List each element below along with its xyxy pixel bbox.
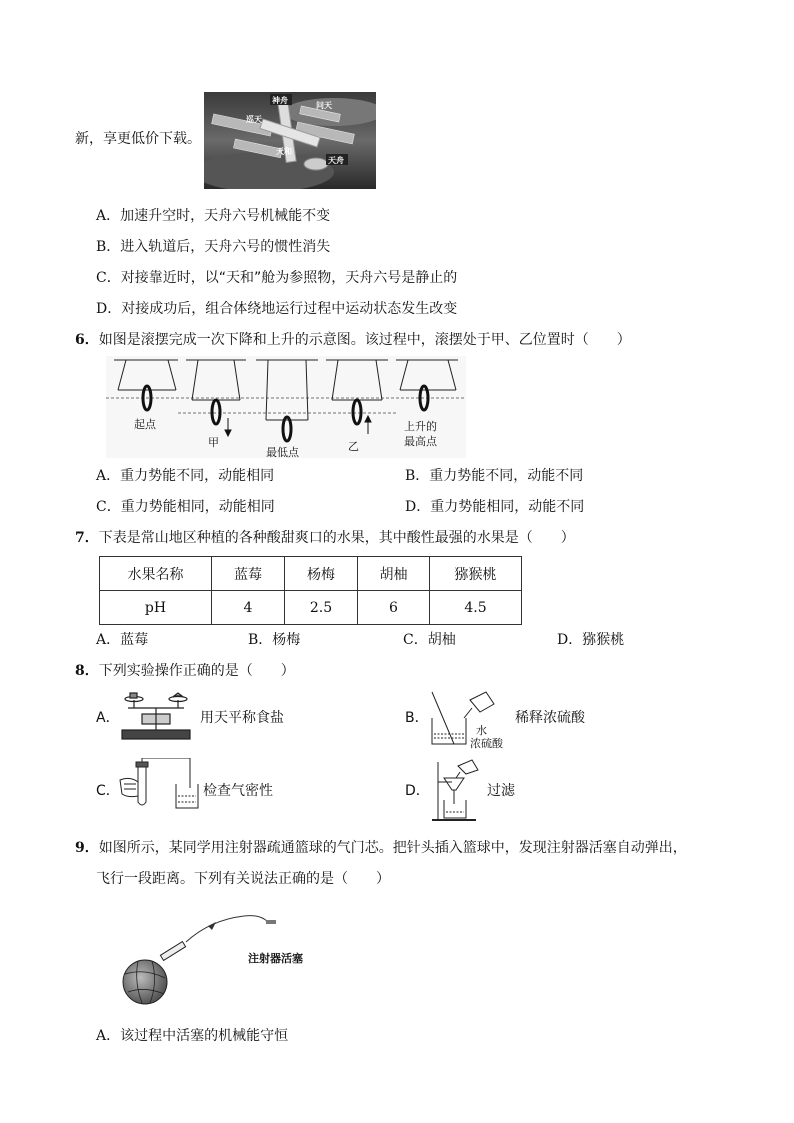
q5-option-a: A．加速升空时，天舟六号机械能不变 — [96, 208, 331, 224]
q8-option-d-text: 过滤 — [487, 783, 515, 799]
table-cell: 6 — [358, 591, 430, 625]
filtration-figure — [430, 758, 482, 824]
basketball-syringe-figure — [120, 912, 314, 1010]
dilute-acid-figure — [424, 688, 508, 750]
label-yi: 乙 — [348, 440, 359, 453]
q8-option-b-label: B． — [405, 710, 429, 726]
q6-option-c: C．重力势能相同，动能相同 — [96, 499, 275, 515]
q7-stem: 7．下表是常山地区种植的各种酸甜爽口的水果，其中酸性最强的水果是（ ） — [75, 530, 575, 546]
table-cell: 2.5 — [285, 591, 358, 625]
label-water: 水 — [476, 724, 487, 737]
q6-option-b: B．重力势能不同，动能不同 — [405, 468, 584, 484]
table-row — [100, 591, 522, 625]
q8-option-c-label: C． — [96, 783, 120, 799]
airtightness-figure — [116, 758, 200, 810]
table-header-cell: 水果名称 — [100, 557, 212, 591]
label-xuntian: 巡天 — [246, 115, 262, 124]
label-tianzhou: 天舟 — [328, 156, 344, 165]
table-header-cell: 杨梅 — [285, 557, 358, 591]
label-conc-acid: 浓硫酸 — [470, 737, 503, 750]
q8-option-b-text: 稀释浓硫酸 — [515, 710, 585, 726]
table-header-cell: 蓝莓 — [212, 557, 285, 591]
q6-option-d: D．重力势能相同，动能不同 — [405, 499, 585, 515]
q8-option-c-text: 检查气密性 — [203, 783, 273, 799]
q8-option-a-text: 用天平称食盐 — [200, 710, 284, 726]
label-highest-1: 上升的 — [404, 420, 437, 433]
q5-option-c: C．对接靠近时，以“天和”舱为参照物，天舟六号是静止的 — [96, 270, 458, 286]
q9-stem-line-2: 飞行一段距离。下列有关说法正确的是（ ） — [96, 871, 390, 887]
q7-option-b: B．杨梅 — [248, 632, 301, 648]
label-wentian: 问天 — [316, 101, 332, 110]
q6-option-a: A．重力势能不同，动能相同 — [96, 468, 275, 484]
yo-yo-pendulum-figure — [106, 356, 466, 458]
table-header-row — [100, 557, 522, 591]
q7-option-d: D．猕猴桃 — [557, 632, 625, 648]
label-start: 起点 — [134, 418, 156, 431]
q7-option-c: C．胡柚 — [403, 632, 456, 648]
label-jia: 甲 — [208, 436, 219, 449]
table-cell: pH — [100, 591, 212, 625]
q9-option-a: A．该过程中活塞的机械能守恒 — [96, 1028, 289, 1044]
label-shenzhou: 神舟 — [272, 96, 288, 105]
balance-scale-figure — [118, 692, 194, 742]
table-cell: 4.5 — [430, 591, 522, 625]
intro-text: 新，享更低价下载。 — [75, 131, 201, 147]
q7-option-a: A．蓝莓 — [96, 632, 149, 648]
q8-option-a-label: A． — [96, 710, 120, 726]
table-header-cell: 猕猴桃 — [430, 557, 522, 591]
q6-stem: 6．如图是滚摆完成一次下降和上升的示意图。该过程中，滚摆处于甲、乙位置时（ ） — [75, 332, 631, 348]
q9-stem-line-1: 9．如图所示，某同学用注射器疏通篮球的气门芯。把针头插入篮球中，发现注射器活塞自动弹出， — [75, 840, 687, 856]
label-plunger: 注射器活塞 — [248, 952, 303, 965]
space-station-photo — [204, 92, 376, 189]
table-header-cell: 胡柚 — [358, 557, 430, 591]
q8-option-d-label: D． — [405, 783, 430, 799]
label-highest-2: 最高点 — [404, 435, 437, 448]
q5-option-d: D．对接成功后，组合体绕地运行过程中运动状态发生改变 — [96, 301, 458, 317]
label-lowest: 最低点 — [266, 446, 299, 458]
q5-option-b: B．进入轨道后，天舟六号的惯性消失 — [96, 239, 331, 255]
label-tianhe: 天和 — [276, 147, 292, 156]
ph-table — [99, 556, 522, 625]
table-cell: 4 — [212, 591, 285, 625]
q8-stem: 8．下列实验操作正确的是（ ） — [75, 663, 295, 679]
